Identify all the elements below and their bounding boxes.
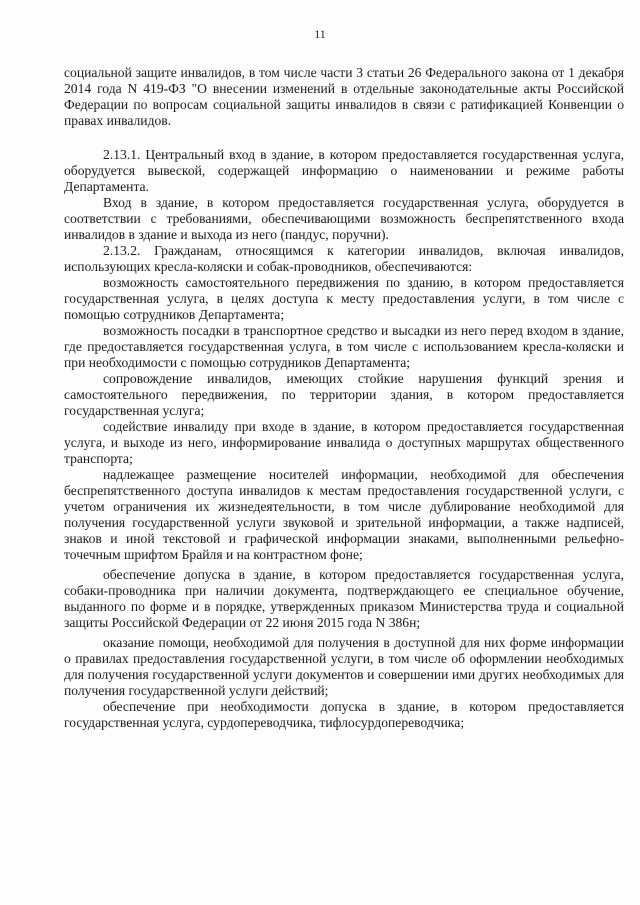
paragraph-2-13-1: 2.13.1. Центральный вход в здание, в котором предоставляется государственная услуга, оборудуется вывеской, содержащей информацию о наименовании и режиме работы Департамента. [64,147,624,194]
paragraph-2-13-2: 2.13.2. Гражданам, относящимся к категории инвалидов, включая инвалидов, использующих кресла-коляски и собак-проводников, обеспечиваются: [64,243,624,274]
document-body [64,65,624,731]
page-number: 11 [314,27,326,41]
paragraph-entrance-requirements: Вход в здание, в котором предоставляется государственная услуга, оборудуется в соответствии с требованиями, обеспечивающими возможность беспрепятственного входа инвалидов в здание и выхода из него (пандус, поручни). [64,195,624,242]
list-item-entry-assistance: содействие инвалиду при входе в здание, в котором предоставляется государственная услуга, и выходе из него, информирование инвалида о доступных маршрутах общественного транспорта; [64,419,624,466]
list-item-transport-boarding: возможность посадки в транспортное средство и высадки из него перед входом в здание, где предоставляется государственная услуга, в том числе с использованием кресла-коляски и при необходимости с помощью сотрудников Департамента; [64,323,624,370]
list-item-escort: сопровождение инвалидов, имеющих стойкие нарушения функций зрения и самостоятельного передвижения, по территории здания, в котором предоставляется государственная услуга; [64,371,624,418]
list-item-interpreter-admission: обеспечение при необходимости допуска в здание, в котором предоставляется государственная услуга, сурдопереводчика, тифлосурдопереводчика; [64,699,624,730]
paragraph-continuation: социальной защите инвалидов, в том числе части 3 статьи 26 Федерального закона от 1 декабря 2014 года N 419-ФЗ "О внесении изменений в отдельные законодательные акты Российской Федерации по вопросам социальной защиты инвалидов в связи с ратификацией Конвенции о правах инвалидов. [64,65,624,128]
list-item-assistance: оказание помощи, необходимой для получения в доступной для них форме информации о правилах предоставления государственной услуги, в том числе об оформлении необходимых для получения государственной услуги документов и совершении ими других необходимых для получения государственной услуги действий; [64,635,624,698]
list-item-information-placement: надлежащее размещение носителей информации, необходимой для обеспечения беспрепятственного доступа инвалидов к местам предоставления государственной услуги, с учетом ограничения их жизнедеятельности, в том числе дублирование необходимой для получения государственной услуги звуковой и зрительной информации, а также надписей, знаков и иной текстовой и графической информации знаками, выполненными рельефно-точечным шрифтом Брайля и на контрастном фоне; [64,467,624,562]
list-item-independent-movement: возможность самостоятельного передвижения по зданию, в котором предоставляется государственная услуга, в целях доступа к месту предоставления услуги, в том числе с помощью сотрудников Департамента; [64,275,624,322]
list-item-guide-dog-admission: обеспечение допуска в здание, в котором предоставляется государственная услуга, собаки-проводника при наличии документа, подтверждающего ее специальное обучение, выданного по форме и в порядке, утвержденных приказом Министерства труда и социальной защиты Российской Федерации от 22 июня 2015 года N 386н; [64,567,624,630]
